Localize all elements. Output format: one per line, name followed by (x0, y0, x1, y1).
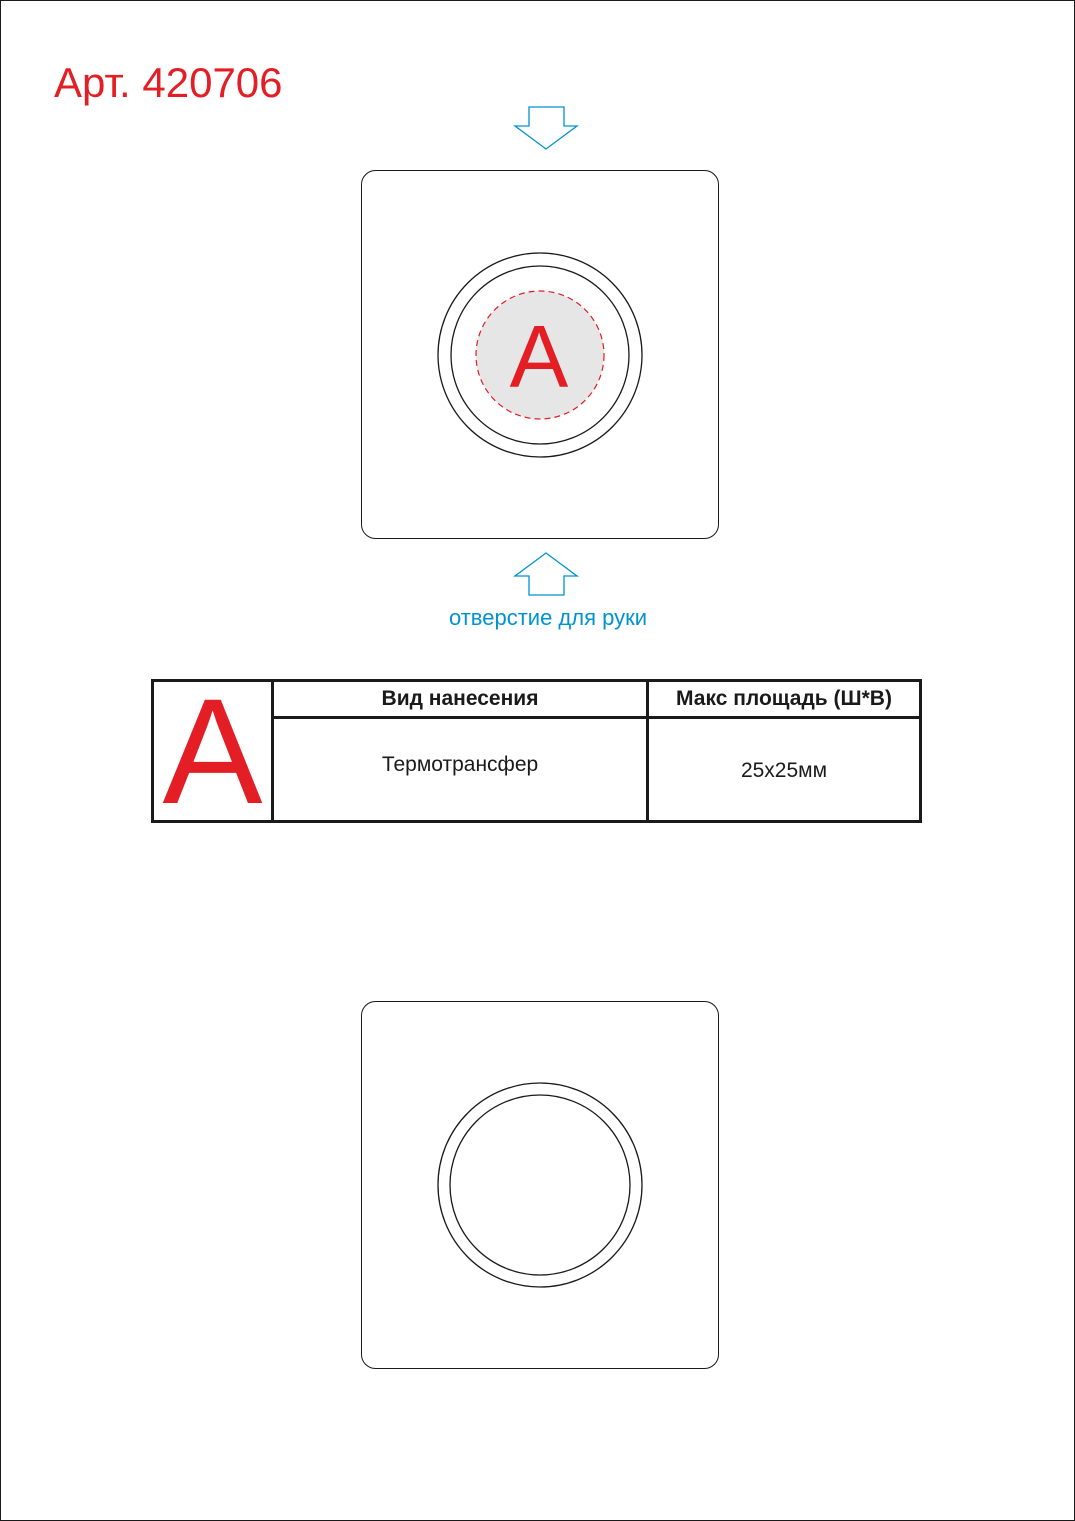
print-spec-table (151, 667, 922, 835)
hand-hole-caption: отверстие для руки (448, 605, 648, 630)
zone-letter: A (509, 307, 569, 406)
table-zone-letter: A (154, 682, 274, 820)
arrow-down-icon (515, 107, 577, 149)
article-title: Арт. 420706 (54, 59, 283, 106)
product-outline-bottom (362, 1002, 719, 1369)
inner-ring-bottom (450, 1095, 630, 1275)
header-max-area: Макс площадь (Ш*В) (649, 682, 919, 719)
cell-method: Термотрансфер (274, 719, 649, 820)
outer-ring-bottom (438, 1083, 642, 1287)
header-method: Вид нанесения (274, 682, 649, 719)
cell-max-area: 25x25мм (740, 758, 828, 782)
arrow-up-icon (515, 553, 577, 595)
